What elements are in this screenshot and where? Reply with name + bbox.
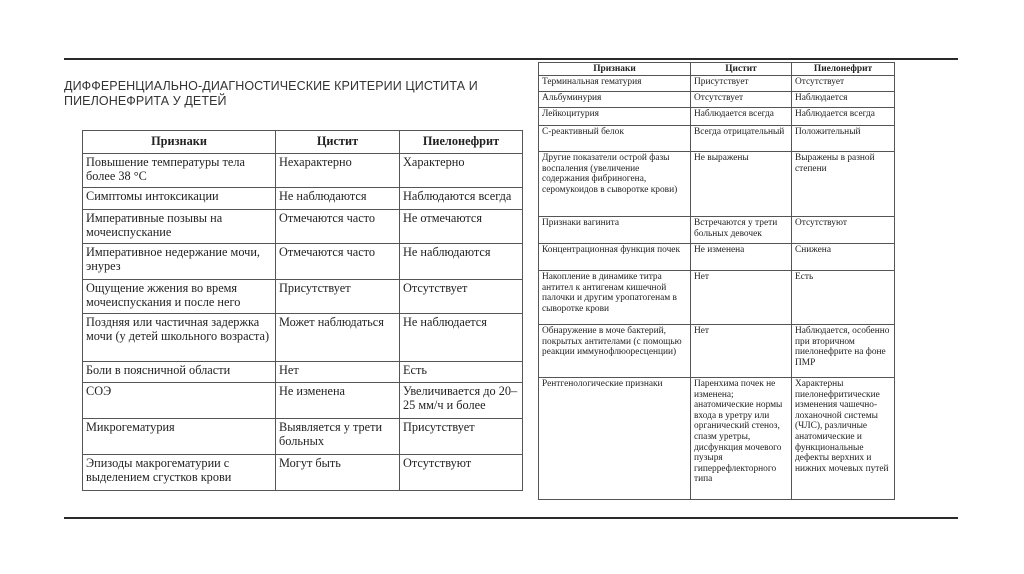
table-row [539,378,895,500]
cystitis-cell: Встречаются у трети больных девочек [691,217,792,244]
table-row [83,419,523,455]
cystitis-cell: Наблюдается всегда [691,108,792,126]
page-title: ДИФФЕРЕНЦИАЛЬНО-ДИАГНОСТИЧЕСКИЕ КРИТЕРИИ ЦИСТИТА И ПИЕЛОНЕФРИТА У ДЕТЕЙ [64,79,478,108]
pyelonephritis-cell: Отсутствует [792,76,895,92]
sign-cell: Обнаружение в моче бактерий, покрытых антителами (с помощью реакции иммунофлюоресценции) [539,325,691,378]
table-row [539,126,895,152]
cystitis-cell: Присутствует [276,280,400,314]
header-cystitis: Цистит [276,131,400,154]
pyelonephritis-cell: Есть [792,271,895,325]
pyelonephritis-cell: Отсутствуют [792,217,895,244]
pyelonephritis-cell: Отсутствуют [400,455,523,491]
table-row [539,108,895,126]
sign-cell: СОЭ [83,383,276,419]
cystitis-cell: Присутствует [691,76,792,92]
cystitis-cell: Не наблюдаются [276,188,400,210]
cystitis-cell: Может наблюдаться [276,314,400,362]
sign-cell: Накопление в динамике титра антител к антигенам кишечной палочки и другим уропатогенам в сыворотке крови [539,271,691,325]
pyelonephritis-cell: Наблюдаются всегда [400,188,523,210]
sign-cell: Признаки вагинита [539,217,691,244]
table-row [83,280,523,314]
cystitis-cell: Нет [276,362,400,383]
sign-cell: Другие показатели острой фазы воспаления (увеличение содержания фибриногена, серомукоидов в сыворотке крови) [539,152,691,217]
pyelonephritis-cell: Не отмечаются [400,210,523,244]
sign-cell: Ощущение жжения во время мочеиспускания и после него [83,280,276,314]
table-row [83,314,523,362]
pyelonephritis-cell: Характерны пиелонефритические изменения чашечно-лоханочной системы (ЧЛС), различные анатомические и функциональные дефекты верхних и нижних мочевых путей [792,378,895,500]
sign-cell: Альбуминурия [539,92,691,108]
table-row [83,383,523,419]
table-row [539,92,895,108]
header-signs: Признаки [83,131,276,154]
pyelonephritis-cell: Отсутствует [400,280,523,314]
right-criteria-table [538,62,895,500]
pyelonephritis-cell: Выражены в разной степени [792,152,895,217]
cystitis-cell: Отмечаются часто [276,244,400,280]
table-row [83,455,523,491]
table-row [539,217,895,244]
table-row [83,210,523,244]
sign-cell: Эпизоды макрогематурии с выделением сгустков крови [83,455,276,491]
header-signs: Признаки [539,63,691,76]
sign-cell: Рентгенологические признаки [539,378,691,500]
table-row [539,271,895,325]
cystitis-cell: Нет [691,271,792,325]
table-row [539,152,895,217]
sign-cell: Лейкоцитурия [539,108,691,126]
table-header-row [83,131,523,154]
pyelonephritis-cell: Наблюдается, особенно при вторичном пиелонефрите на фоне ПМР [792,325,895,378]
table-row [539,244,895,271]
sign-cell: Повышение температуры тела более 38 °С [83,154,276,188]
pyelonephritis-cell: Наблюдается всегда [792,108,895,126]
cystitis-cell: Не выражены [691,152,792,217]
sign-cell: Микрогематурия [83,419,276,455]
pyelonephritis-cell: Положительный [792,126,895,152]
pyelonephritis-cell: Увеличивается до 20–25 мм/ч и более [400,383,523,419]
table-row [539,76,895,92]
table-row [539,325,895,378]
pyelonephritis-cell: Не наблюдаются [400,244,523,280]
sign-cell: Боли в поясничной области [83,362,276,383]
pyelonephritis-cell: Присутствует [400,419,523,455]
table-row [83,244,523,280]
bottom-divider [64,517,958,519]
cystitis-cell: Отмечаются часто [276,210,400,244]
cystitis-cell: Не изменена [691,244,792,271]
cystitis-cell: Всегда отрицательный [691,126,792,152]
sign-cell: Императивные позывы на мочеиспускание [83,210,276,244]
cystitis-cell: Могут быть [276,455,400,491]
cystitis-cell: Не изменена [276,383,400,419]
pyelonephritis-cell: Есть [400,362,523,383]
table-row [83,188,523,210]
top-divider [64,58,958,60]
pyelonephritis-cell: Характерно [400,154,523,188]
sign-cell: Императивное недержание мочи, энурез [83,244,276,280]
sign-cell: С-реактивный белок [539,126,691,152]
sign-cell: Поздняя или частичная задержка мочи (у детей школьного возраста) [83,314,276,362]
cystitis-cell: Паренхима почек не изменена; анатомические нормы входа в уретру или органический стеноз, спазм уретры, дисфункция мочевого пузыря гиперрефлекторного типа [691,378,792,500]
pyelonephritis-cell: Наблюдается [792,92,895,108]
pyelonephritis-cell: Снижена [792,244,895,271]
cystitis-cell: Отсутствует [691,92,792,108]
header-cystitis: Цистит [691,63,792,76]
pyelonephritis-cell: Не наблюдается [400,314,523,362]
table-header-row [539,63,895,76]
cystitis-cell: Нет [691,325,792,378]
table-row [83,154,523,188]
sign-cell: Концентрационная функция почек [539,244,691,271]
left-criteria-table [82,130,523,491]
cystitis-cell: Выявляется у трети больных [276,419,400,455]
sign-cell: Симптомы интоксикации [83,188,276,210]
cystitis-cell: Нехарактерно [276,154,400,188]
header-pyelonephritis: Пиелонефрит [400,131,523,154]
header-pyelonephritis: Пиелонефрит [792,63,895,76]
table-row [83,362,523,383]
sign-cell: Терминальная гематурия [539,76,691,92]
